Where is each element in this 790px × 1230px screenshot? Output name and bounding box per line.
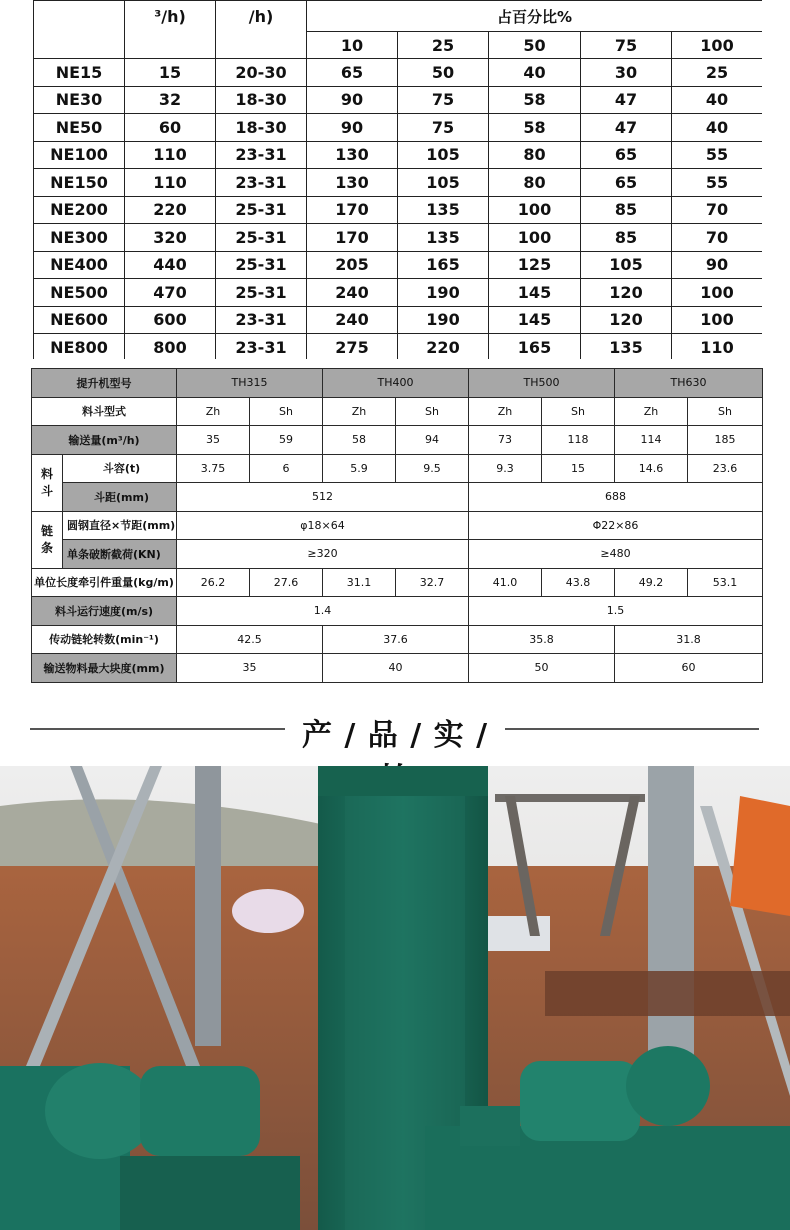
table-row	[34, 196, 763, 224]
cell-p50: 100	[489, 196, 581, 224]
cell-speed: 18-30	[216, 86, 307, 114]
header-percent-50: 50	[489, 32, 581, 59]
chain-group-text: 链条	[41, 523, 54, 555]
section-heading	[0, 706, 790, 754]
cell-p75: 65	[581, 169, 672, 197]
lump-th630: 60	[615, 654, 763, 683]
chain-group-label	[32, 511, 63, 568]
cell-p50: 125	[489, 251, 581, 279]
bucket-volume-1: 6	[250, 454, 323, 483]
cell-p100: 70	[672, 224, 763, 252]
cell-p100: 90	[672, 251, 763, 279]
steel-column-right	[648, 766, 694, 1086]
cell-model: NE600	[34, 306, 125, 334]
rebar-pile	[545, 971, 790, 1016]
cell-p75: 135	[581, 334, 672, 360]
rpm-th500: 35.8	[469, 625, 615, 654]
cell-p100: 25	[672, 59, 763, 87]
capacity-4: 73	[469, 426, 542, 455]
capacity-2: 58	[323, 426, 396, 455]
cell-model: NE300	[34, 224, 125, 252]
bucket-type-label: 料斗型式	[32, 397, 177, 426]
ne-spec-grid	[33, 0, 762, 359]
table-row	[34, 169, 763, 197]
bucket-pitch-label: 斗距(mm)	[63, 483, 177, 512]
bucket-type-0: Zh	[177, 397, 250, 426]
bucket-volume-3: 9.5	[396, 454, 469, 483]
cell-p75: 47	[581, 114, 672, 142]
cell-p50: 100	[489, 224, 581, 252]
cell-p50: 80	[489, 169, 581, 197]
cell-p50: 40	[489, 59, 581, 87]
row-lump	[32, 654, 763, 683]
cell-flow: 110	[125, 169, 216, 197]
header-flow-unit: ³/h)	[125, 1, 216, 59]
cell-model: NE200	[34, 196, 125, 224]
cell-p25: 165	[398, 251, 489, 279]
cell-p100: 55	[672, 169, 763, 197]
lump-th315: 35	[177, 654, 323, 683]
capacity-7: 185	[688, 426, 763, 455]
rpm-th315: 42.5	[177, 625, 323, 654]
cell-speed: 25-31	[216, 279, 307, 307]
rpm-th630: 31.8	[615, 625, 763, 654]
weight-label: 单位长度牵引件重量(kg/m)	[32, 568, 177, 597]
cell-speed: 25-31	[216, 251, 307, 279]
rpm-th400: 37.6	[323, 625, 469, 654]
cell-p10: 90	[307, 86, 398, 114]
row-chain-size	[32, 511, 763, 540]
row-speed	[32, 597, 763, 626]
right-gear-reducer	[626, 1046, 710, 1126]
bucket-volume-6: 14.6	[615, 454, 688, 483]
bucket-volume-7: 23.6	[688, 454, 763, 483]
weight-5: 43.8	[542, 568, 615, 597]
capacity-label: 输送量(m³/h)	[32, 426, 177, 455]
header-percent-100: 100	[672, 32, 763, 59]
row-weight	[32, 568, 763, 597]
capacity-3: 94	[396, 426, 469, 455]
heading-rule-right	[505, 728, 759, 730]
bucket-type-7: Sh	[688, 397, 763, 426]
cell-p25: 190	[398, 306, 489, 334]
cell-model: NE50	[34, 114, 125, 142]
chain-size-b: Φ22×86	[469, 511, 763, 540]
model-th500: TH500	[469, 369, 615, 398]
right-coupling	[460, 1106, 520, 1146]
cell-p100: 100	[672, 279, 763, 307]
product-photo	[0, 766, 790, 1230]
table-row	[34, 334, 763, 360]
cell-p50: 145	[489, 306, 581, 334]
cell-p100: 40	[672, 86, 763, 114]
cell-p25: 190	[398, 279, 489, 307]
cell-p10: 170	[307, 196, 398, 224]
chain-load-a: ≥320	[177, 540, 469, 569]
speed-label: 料斗运行速度(m/s)	[32, 597, 177, 626]
row-capacity	[32, 426, 763, 455]
bucket-pitch-a: 512	[177, 483, 469, 512]
cell-speed: 25-31	[216, 196, 307, 224]
bucket-volume-2: 5.9	[323, 454, 396, 483]
table-row	[34, 114, 763, 142]
cell-flow: 470	[125, 279, 216, 307]
cell-p10: 65	[307, 59, 398, 87]
header-percent-25: 25	[398, 32, 489, 59]
cell-p10: 240	[307, 306, 398, 334]
cell-p100: 70	[672, 196, 763, 224]
th-spec-grid	[31, 368, 763, 683]
left-motor	[140, 1066, 260, 1156]
row-bucket-volume	[32, 454, 763, 483]
cell-p10: 275	[307, 334, 398, 360]
table-row	[34, 141, 763, 169]
weight-0: 26.2	[177, 568, 250, 597]
cell-p50: 80	[489, 141, 581, 169]
bucket-type-5: Sh	[542, 397, 615, 426]
cell-flow: 32	[125, 86, 216, 114]
row-bucket-type	[32, 397, 763, 426]
cell-p25: 135	[398, 224, 489, 252]
cell-p50: 58	[489, 114, 581, 142]
cell-p75: 120	[581, 306, 672, 334]
cell-speed: 23-31	[216, 141, 307, 169]
bucket-volume-4: 9.3	[469, 454, 542, 483]
cell-model: NE15	[34, 59, 125, 87]
bucket-pitch-b: 688	[469, 483, 763, 512]
capacity-0: 35	[177, 426, 250, 455]
cell-speed: 23-31	[216, 169, 307, 197]
elevator-head-flange	[318, 766, 488, 796]
rpm-label: 传动链轮转数(min⁻¹)	[32, 625, 177, 654]
cell-p100: 110	[672, 334, 763, 360]
chain-load-b: ≥480	[469, 540, 763, 569]
cell-p10: 240	[307, 279, 398, 307]
cell-p100: 100	[672, 306, 763, 334]
header-speed-unit: /h)	[216, 1, 307, 59]
table-row	[34, 224, 763, 252]
cell-p25: 50	[398, 59, 489, 87]
chain-size-a: φ18×64	[177, 511, 469, 540]
bucket-type-1: Sh	[250, 397, 323, 426]
cell-speed: 18-30	[216, 114, 307, 142]
heading-text: 产 / 品 / 实 /	[301, 718, 489, 753]
cell-p25: 220	[398, 334, 489, 360]
ne-spec-table	[33, 0, 762, 359]
table-row	[34, 86, 763, 114]
capacity-6: 114	[615, 426, 688, 455]
lump-th400: 40	[323, 654, 469, 683]
cell-p25: 105	[398, 169, 489, 197]
header-percent-title: 占百分比%	[307, 1, 763, 32]
cell-flow: 440	[125, 251, 216, 279]
covered-pile	[232, 889, 304, 933]
cell-p50: 145	[489, 279, 581, 307]
cell-speed: 20-30	[216, 59, 307, 87]
cell-flow: 60	[125, 114, 216, 142]
weight-2: 31.1	[323, 568, 396, 597]
weight-3: 32.7	[396, 568, 469, 597]
cell-model: NE500	[34, 279, 125, 307]
cell-p75: 47	[581, 86, 672, 114]
cell-flow: 600	[125, 306, 216, 334]
cell-p10: 170	[307, 224, 398, 252]
right-motor	[520, 1061, 640, 1141]
bucket-group-label	[32, 454, 63, 511]
left-gear-reducer	[45, 1063, 155, 1159]
cell-speed: 23-31	[216, 334, 307, 360]
cell-p25: 75	[398, 114, 489, 142]
heading-rule-left	[30, 728, 285, 730]
cell-flow: 110	[125, 141, 216, 169]
bucket-volume-5: 15	[542, 454, 615, 483]
row-rpm	[32, 625, 763, 654]
model-th400: TH400	[323, 369, 469, 398]
cell-flow: 15	[125, 59, 216, 87]
weight-4: 41.0	[469, 568, 542, 597]
bucket-volume-label: 斗容(t)	[63, 454, 177, 483]
chain-load-label: 单条破断截荷(KN)	[63, 540, 177, 569]
cell-p25: 105	[398, 141, 489, 169]
weight-6: 49.2	[615, 568, 688, 597]
cell-p100: 55	[672, 141, 763, 169]
cell-model: NE30	[34, 86, 125, 114]
cell-flow: 800	[125, 334, 216, 360]
table-row	[34, 59, 763, 87]
cell-p50: 165	[489, 334, 581, 360]
cell-model: NE100	[34, 141, 125, 169]
cell-p25: 75	[398, 86, 489, 114]
header-model-cell	[34, 1, 125, 59]
cell-model: NE800	[34, 334, 125, 360]
bucket-type-2: Zh	[323, 397, 396, 426]
model-label: 提升机型号	[32, 369, 177, 398]
row-bucket-pitch	[32, 483, 763, 512]
cell-p10: 205	[307, 251, 398, 279]
bucket-type-4: Zh	[469, 397, 542, 426]
speed-a: 1.4	[177, 597, 469, 626]
capacity-1: 59	[250, 426, 323, 455]
bucket-group-text: 料斗	[41, 466, 54, 498]
steel-column-left	[195, 766, 221, 1046]
model-th630: TH630	[615, 369, 763, 398]
cell-p75: 85	[581, 224, 672, 252]
weight-1: 27.6	[250, 568, 323, 597]
model-th315: TH315	[177, 369, 323, 398]
bucket-type-3: Sh	[396, 397, 469, 426]
row-chain-load	[32, 540, 763, 569]
cell-p75: 105	[581, 251, 672, 279]
lump-label: 输送物料最大块度(mm)	[32, 654, 177, 683]
bucket-volume-0: 3.75	[177, 454, 250, 483]
cell-p50: 58	[489, 86, 581, 114]
header-percent-75: 75	[581, 32, 672, 59]
weight-7: 53.1	[688, 568, 763, 597]
table-row	[34, 251, 763, 279]
cell-flow: 320	[125, 224, 216, 252]
red-banner	[730, 796, 790, 916]
cell-speed: 25-31	[216, 224, 307, 252]
row-model	[32, 369, 763, 398]
cell-p75: 85	[581, 196, 672, 224]
cell-p75: 65	[581, 141, 672, 169]
cell-flow: 220	[125, 196, 216, 224]
cell-p10: 130	[307, 141, 398, 169]
cell-p10: 130	[307, 169, 398, 197]
bucket-type-6: Zh	[615, 397, 688, 426]
cell-p25: 135	[398, 196, 489, 224]
lump-th500: 50	[469, 654, 615, 683]
th-spec-table	[31, 368, 762, 683]
header-percent-10: 10	[307, 32, 398, 59]
cell-model: NE150	[34, 169, 125, 197]
cell-p75: 30	[581, 59, 672, 87]
capacity-5: 118	[542, 426, 615, 455]
table-row	[34, 306, 763, 334]
chain-size-label: 圆钢直径×节距(mm)	[63, 511, 177, 540]
left-motor-base	[120, 1156, 300, 1230]
cell-p75: 120	[581, 279, 672, 307]
gantry-crane-beam	[495, 794, 645, 802]
product-photo-illustration	[0, 766, 790, 1230]
cell-p100: 40	[672, 114, 763, 142]
speed-b: 1.5	[469, 597, 763, 626]
cell-speed: 23-31	[216, 306, 307, 334]
table-row	[34, 279, 763, 307]
cell-p10: 90	[307, 114, 398, 142]
cell-model: NE400	[34, 251, 125, 279]
